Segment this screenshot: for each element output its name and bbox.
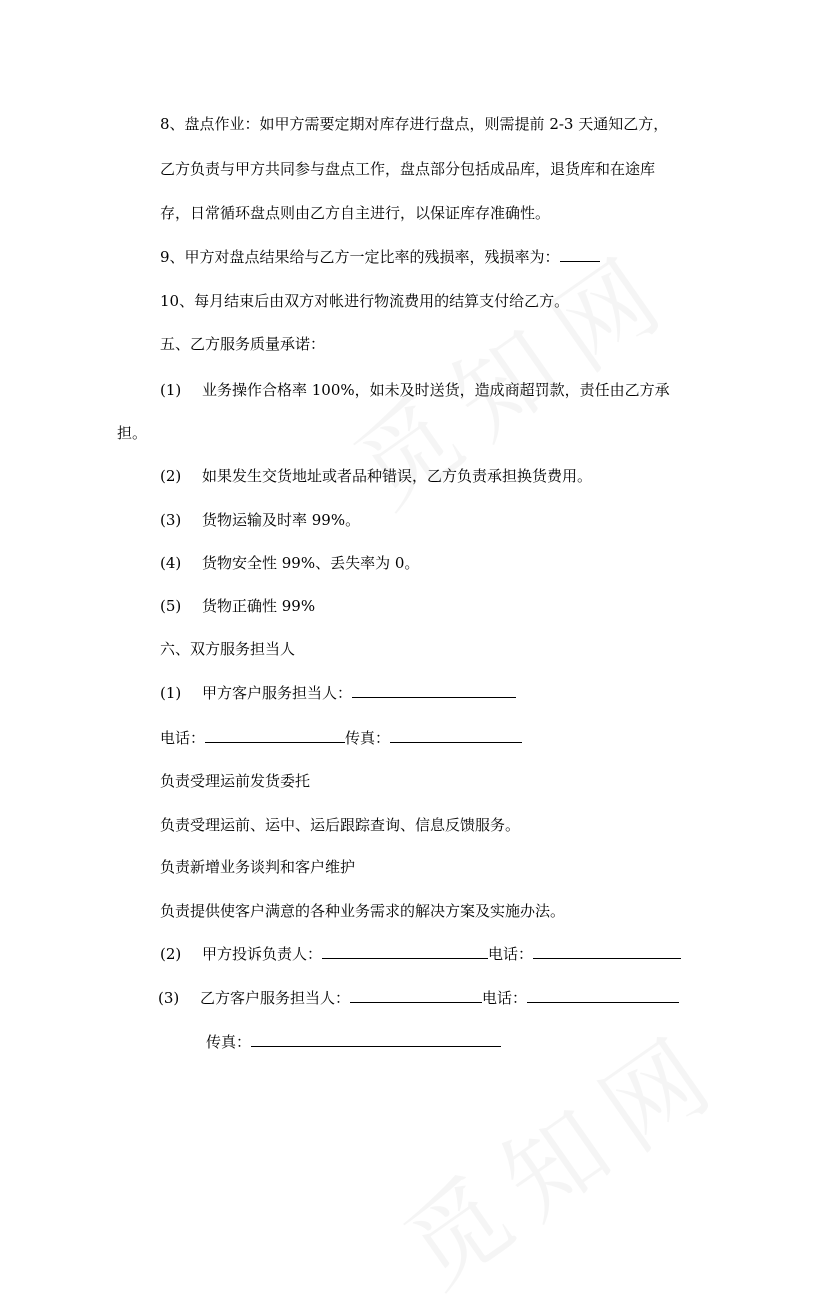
phone-blank[interactable] <box>205 728 345 743</box>
commitment-4-num: (4) <box>160 554 182 572</box>
contact-3-fax <box>206 1032 501 1052</box>
commitment-1 <box>160 380 670 400</box>
contact-2 <box>160 944 681 964</box>
duty-3: 负责新增业务谈判和客户维护 <box>160 858 356 876</box>
contact-3-fax-blank[interactable] <box>251 1032 501 1047</box>
commitment-3 <box>160 510 360 530</box>
clause-8-line-2: 乙方负责与甲方共同参与盘点工作，盘点部分包括成品库，退货库和在途库 <box>160 160 656 178</box>
contact-2-label: 甲方投诉负责人： <box>202 945 323 963</box>
fax-blank[interactable] <box>390 728 522 743</box>
clause-10: 10、每月结束后由双方对帐进行物流费用的结算支付给乙方。 <box>160 292 570 310</box>
contact-3-phone-blank[interactable] <box>527 988 679 1003</box>
commitment-2-text: 如果发生交货地址或者品种错误，乙方负责承担换货费用。 <box>202 467 593 485</box>
contact-2-name-blank[interactable] <box>322 944 488 959</box>
duty-1: 负责受理运前发货委托 <box>160 772 311 790</box>
clause-8-line-1: 8、盘点作业：如甲方需要定期对库存进行盘点，则需提前 2-3 天通知乙方， <box>160 115 669 133</box>
commitment-4-text: 货物安全性 99%、丢失率为 0。 <box>202 554 420 572</box>
contact-1-label: 甲方客户服务担当人： <box>202 684 353 702</box>
clause-9-text: 9、甲方对盘点结果给与乙方一定比率的残损率，残损率为： <box>160 248 560 266</box>
duty-2: 负责受理运前、运中、运后跟踪查询、信息反馈服务。 <box>160 816 521 834</box>
contact-1-num: (1) <box>160 684 182 702</box>
contact-2-phone-blank[interactable] <box>533 944 681 959</box>
section-6-heading: 六、双方服务担当人 <box>160 640 296 658</box>
contact-2-num: (2) <box>160 945 182 963</box>
damage-rate-blank[interactable] <box>560 247 600 262</box>
contact-3-num: (3) <box>158 989 180 1007</box>
contact-1-name-blank[interactable] <box>352 683 516 698</box>
contact-3-fax-label: 传真： <box>206 1033 252 1051</box>
commitment-2-num: (2) <box>160 467 182 485</box>
commitment-1-num: (1) <box>160 381 182 399</box>
commitment-2 <box>160 466 592 486</box>
commitment-4 <box>160 553 419 573</box>
clause-8-line-3: 存，日常循环盘点则由乙方自主进行，以保证库存准确性。 <box>160 204 551 222</box>
phone-label: 电话： <box>160 729 206 747</box>
contact-3-name-blank[interactable] <box>350 988 482 1003</box>
commitment-3-text: 货物运输及时率 99%。 <box>202 511 361 529</box>
contact-3-label: 乙方客户服务担当人： <box>200 989 351 1007</box>
commitment-1-cont: 担。 <box>117 424 148 442</box>
commitment-3-num: (3) <box>160 511 182 529</box>
contact-2-phone-label: 电话： <box>488 945 534 963</box>
contact-1-phone-fax <box>160 728 522 748</box>
commitment-5 <box>160 596 315 616</box>
fax-label: 传真： <box>345 729 391 747</box>
section-5-heading: 五、乙方服务质量承诺： <box>160 335 326 353</box>
contact-1 <box>160 683 516 703</box>
contact-3-phone-label: 电话： <box>482 989 528 1007</box>
commitment-1-text: 业务操作合格率 100%，如未及时送货，造成商超罚款，责任由乙方承 <box>202 381 670 399</box>
commitment-5-num: (5) <box>160 597 182 615</box>
duty-4: 负责提供使客户满意的各种业务需求的解决方案及实施办法。 <box>160 902 566 920</box>
contact-3 <box>158 988 679 1008</box>
commitment-5-text: 货物正确性 99% <box>202 597 316 615</box>
clause-9 <box>160 247 600 267</box>
